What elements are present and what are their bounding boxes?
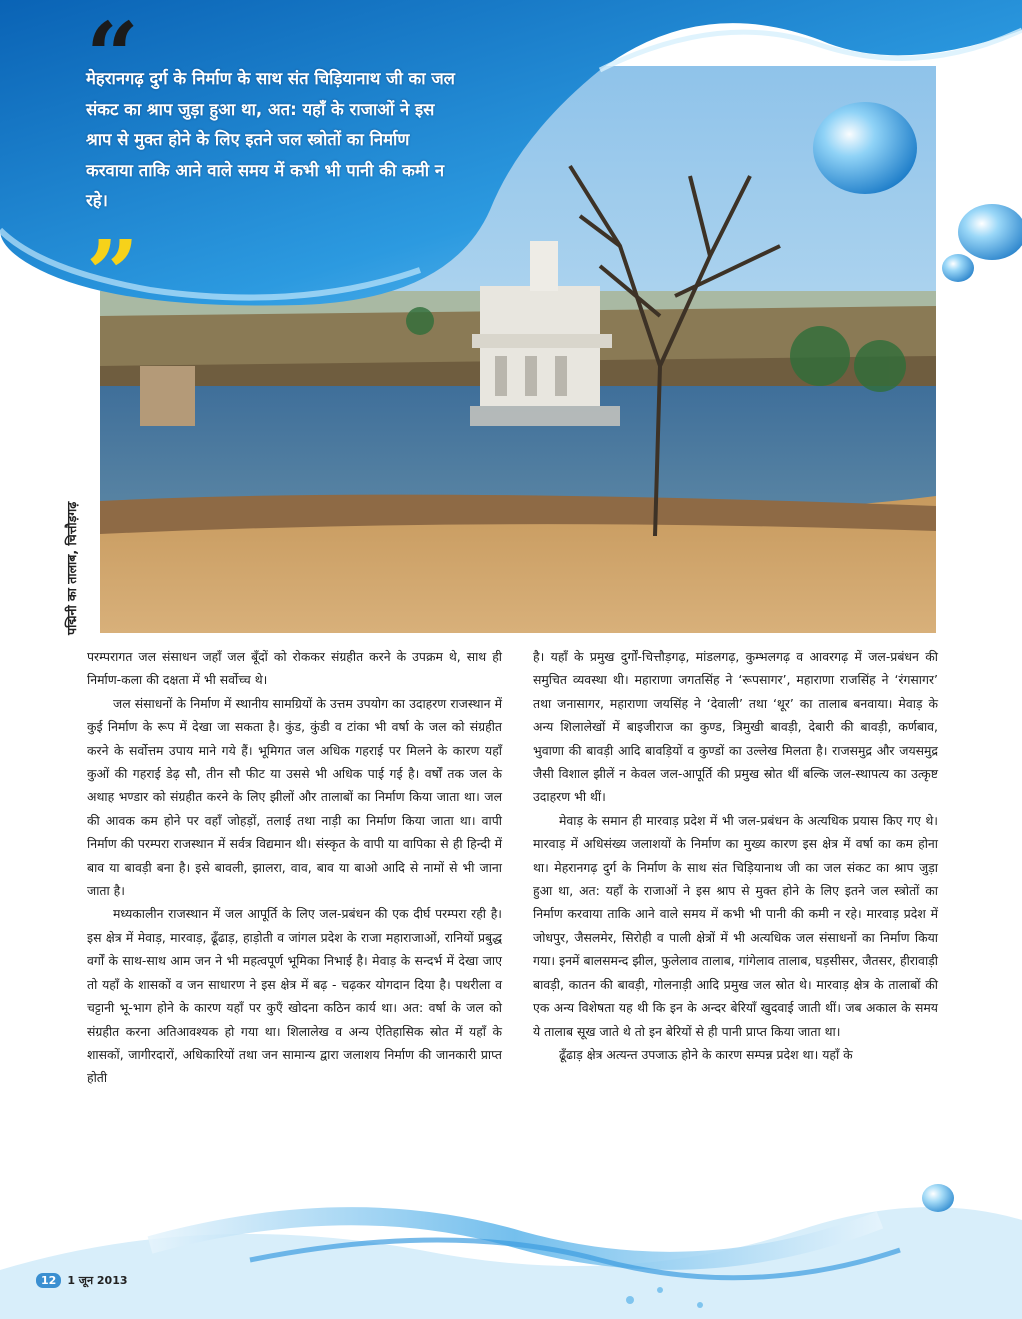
page-number: 12: [36, 1273, 61, 1288]
quote-open-mark: “: [86, 2, 139, 110]
right-column: [533, 645, 938, 1066]
photo-caption: पद्मिनी का तालाब, चित्तौड़गढ़: [64, 501, 79, 635]
paragraph: है। यहाँ के प्रमुख दुर्गों-चित्तौड़गढ़, मांडलगढ़, कुम्भलगढ़ व आवरगढ़ में जल-प्रबंधन की समुचित व्यवस्था थी। महाराणा जगतसिंह ने ‘रूपसागर’, महाराणा राजसिंह ने ‘रंगसागर’ तथा जनासागर, महाराणा जयसिंह ने ‘देवाली’ तथा ‘थूर’ का तालाब बनवाया। मेवाड़ के अन्य शिलालेखों में बाइजीराज का कुण्ड, त्रिमुखी बावड़ी, देबारी की बावड़ी, कर्णबाव, भुवाणा की बावड़ी आदि बावड़ियों व कुण्डों का उल्लेख मिलता है। राजसमुद्र और जयसमुद्र जैसी विशाल झीलें न केवल जल-आपूर्ति की प्रमुख स्रोत थीं बल्कि जल-स्थापत्य का उत्कृष्ट उदाहरण भी थीं।: [533, 649, 938, 805]
left-column: [87, 645, 502, 1090]
paragraph: मध्यकालीन राजस्थान में जल आपूर्ति के लिए जल-प्रबंधन की एक दीर्घ परम्परा रही है। इस क्षेत्र में मेवाड़, मारवाड़, ढूँढाड़, हाड़ोती व जांगल प्रदेश के राजा महाराजाओं, रानियों प्रबुद्ध वर्गों के साथ-साथ आम जन ने भी महत्वपूर्ण भूमिका निभाई है। मेवाड़ के सन्दर्भ में देखा जाए तो यहाँ के शासकों व जन साधारण ने इस क्षेत्र में बढ़ - चढ़कर योगदान दिया है। पथरीला व चट्टानी भू-भाग होने के कारण यहाँ पर कुएँ खोदना कठिन कार्य था। अत: वर्षा के जल को संग्रहीत करना अतिआवश्यक हो गया था। शिलालेख व अन्य ऐतिहासिक स्रोत में यहाँ के शासकों, जागीरदारों, अधिकारियों तथा जन सामान्य द्वारा जलाशय निर्माण की जानकारी प्राप्त होती: [87, 906, 502, 1086]
water-splash-decoration: [0, 1150, 1022, 1319]
paragraph: ढूँढाड़ क्षेत्र अत्यन्त उपजाऊ होने के कारण सम्पन्न प्रदेश था। यहाँ के: [559, 1046, 853, 1062]
paragraph: जल संसाधनों के निर्माण में स्थानीय सामग्रियों के उत्तम उपयोग का उदाहरण राजस्थान में कुई निर्माण के रूप में देखा जा सकता है। कुंड, कुंडी व टांका भी वर्षा के जल को संग्रहीत करने के सर्वोत्तम उपाय माने गये हैं। भूमिगत जल अधिक गहराई पर मिलने के कारण यहाँ कुओं की गहराई डेढ़ सौ, तीन सौ फीट या उससे भी अधिक पाई गई है। वर्षों तक जल के अथाह भण्डार को संग्रहीत करने के लिए झीलों और तालाबों का निर्माण किया जाता था। जल की आवक कम होने पर वहाँ जोहड़ों, तलाई तथा नाड़ी का निर्माण किया जाता था। वापी निर्माण की परम्परा राजस्थान में सर्वत्र विद्यमान थी। संस्कृत के वापी या वापिका से ही हिन्दी में बाव या बावड़ी बना है। इसे बावली, झालरा, वाव, बाव या बाओ आदि से नामों से भी जाना जाता है।: [87, 695, 502, 899]
issue-date: 1 जून 2013: [67, 1274, 128, 1287]
paragraph: परम्परागत जल संसाधन जहाँ जल बूँदों को रोककर संग्रहीत करने के उपक्रम थे, साथ ही निर्माण-कला की दक्षता में भी सर्वोच्च थे।: [87, 649, 502, 688]
paragraph: मेवाड़ के समान ही मारवाड़ प्रदेश में भी जल-प्रबंधन के अत्यधिक प्रयास किए गए थे। मारवाड़ में अधिसंख्य जलाशयों के निर्माण का मुख्य कारण इस क्षेत्र में वर्षा का कम होना था। मेहरानगढ़ दुर्ग के निर्माण के साथ संत चिड़ियानाथ जी का जल संकट का श्राप जुड़ा हुआ था, अत: यहाँ के राजाओं ने इस श्राप से मुक्त होने के लिए इतने जल स्त्रोतों का निर्माण करवाया ताकि आने वाले समय में कभी भी पानी की कमी न रहे। मारवाड़ प्रदेश में जोधपुर, जैसलमेर, सिरोही व पाली क्षेत्रों में भी अत्यधिक जल संसाधनों का निर्माण किया गया। इनमें बालसमन्द झील, फुलेलाव तालाब, गांगेलाव तालाब, घड़सीसर, जैतसर, हीरावाड़ी बावड़ी, कातन की बावड़ी, गोलनाड़ी आदि प्रमुख जल स्रोत थे। मारवाड़ क्षेत्र के तालाबों की एक अन्य विशेषता यह थी कि इन के अन्दर बेरियाँ खुदवाई जाती थीं। जब अकाल के समय ये तालाब सूख जाते थे तो इन बेरियों से ही पानी प्राप्त किया जाता था।: [533, 812, 938, 1039]
pull-quote: मेहरानगढ़ दुर्ग के निर्माण के साथ संत चिड़ियानाथ जी का जल संकट का श्राप जुड़ा हुआ था, अत: यहाँ के राजाओं ने इस श्राप से मुक्त होने के लिए इतने जल स्त्रोतों का निर्माण करवाया ताकि आने वाले समय में कभी भी पानी की कमी न रहे।: [86, 69, 455, 210]
quote-close-mark: ”: [86, 220, 139, 328]
page-footer: [36, 1273, 128, 1288]
